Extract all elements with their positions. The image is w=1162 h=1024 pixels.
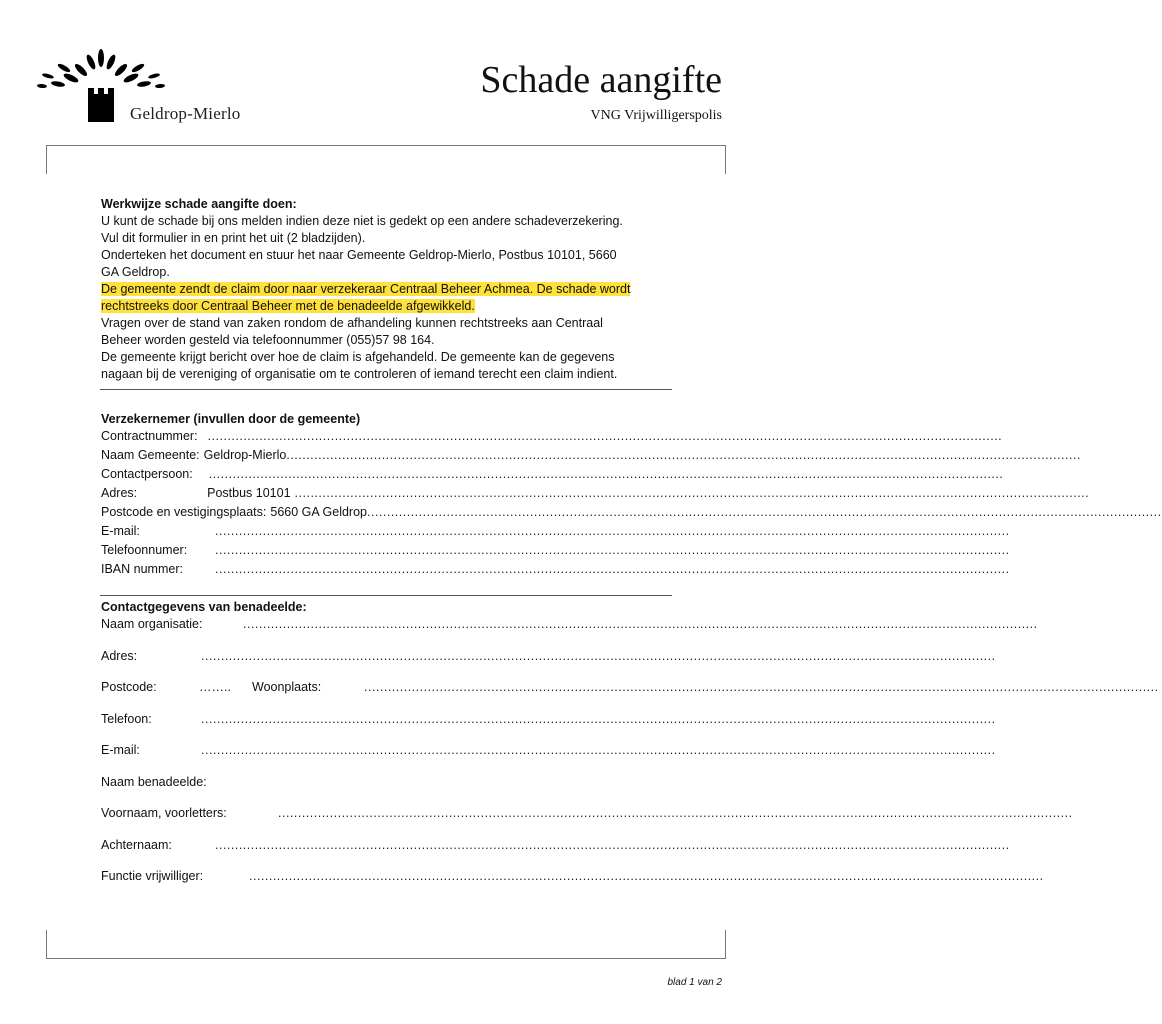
field-value: 5660 GA Geldrop <box>270 505 367 519</box>
field-label: Postcode en vestigingsplaats: <box>101 505 267 519</box>
lastname-field[interactable] <box>101 837 1010 869</box>
intro-paragraph: De gemeente krijgt bericht over hoe de claim is afgehandeld. De gemeente kan de gegevens <box>101 350 615 364</box>
field-label: Voornaam, voorletters: <box>101 806 227 820</box>
fill-line: ........................................................................................................................................................................................................ <box>367 505 1162 519</box>
field-label: Functie vrijwilliger: <box>101 869 204 883</box>
highlighted-text: De gemeente zendt de claim door naar verzekeraar Centraal Beheer Achmea. De schade wordt <box>101 282 631 296</box>
highlighted-text: rechtstreeks door Centraal Beheer met de benadeelde afgewikkeld. <box>101 299 475 313</box>
page-subtitle: VNG Vrijwilligerspolis <box>590 108 722 123</box>
intro-paragraph: Onderteken het document en stuur het naar Gemeente Geldrop-Mierlo, Postbus 10101, 5660 <box>101 248 617 262</box>
fill-line: ........................................................................................................................................................................................................ <box>294 486 1090 500</box>
injured-heading: Contactgegevens van benadeelde: <box>101 600 307 614</box>
field-label: IBAN nummer: <box>101 562 183 576</box>
intro-paragraph: nagaan bij de vereniging of organisatie om te controleren of iemand terecht een claim indient. <box>101 367 618 381</box>
firstname-field[interactable] <box>101 805 1073 837</box>
fill-line[interactable]: ........................................................................................................................................................................................................ <box>215 837 1010 852</box>
fill-line[interactable]: ........................................................................................................................................................................................................ <box>278 806 1073 820</box>
intro-paragraph: Vragen over de stand van zaken rondom de afhandeling kunnen rechtstreeks aan Centraal <box>101 316 603 330</box>
field-label: Contactpersoon: <box>101 467 193 481</box>
municipality-field <box>101 447 1081 466</box>
page-title: Schade aangifte <box>480 59 722 101</box>
field-label: Adres: <box>101 648 138 663</box>
field-label: E-mail: <box>101 743 140 757</box>
postcode-fill[interactable]: …….. <box>199 680 231 694</box>
city-fill-line[interactable]: ........................................................................................................................................................................................................ <box>364 680 1159 694</box>
insured-heading: Verzekernemer (invullen door de gemeente) <box>101 412 361 426</box>
field-value: Geldrop-Mierlo <box>203 448 287 462</box>
fill-line[interactable]: ........................................................................................................................................................................................................ <box>201 648 996 663</box>
field-label: Telefoon: <box>101 711 152 726</box>
email-field[interactable] <box>101 523 1010 542</box>
form-content <box>101 196 1162 900</box>
fill-line[interactable]: ........................................................................................................................................................................................................ <box>201 743 996 757</box>
city-label: Woonplaats: <box>252 680 322 694</box>
fill-line[interactable]: ........................................................................................................................................................................................................ <box>208 467 1004 481</box>
contract-number-field[interactable] <box>101 428 1003 447</box>
injured-phone-field[interactable] <box>101 711 996 743</box>
fill-line[interactable]: ........................................................................................................................................................................................................ <box>243 617 1038 631</box>
intro-heading: Werkwijze schade aangifte doen: <box>101 197 297 211</box>
injured-postcode-field[interactable] <box>101 679 1159 711</box>
intro-paragraph: U kunt de schade bij ons melden indien deze niet is gedekt op een andere schadeverzekering. <box>101 214 623 228</box>
intro-paragraph: GA Geldrop. <box>101 265 170 279</box>
field-label: E-mail: <box>101 524 140 538</box>
fill-line: ........................................................................................................................................................................................................ <box>286 448 1081 462</box>
field-label: Adres: <box>101 486 138 500</box>
postcode-city-field <box>101 504 1162 523</box>
injured-address-field[interactable] <box>101 648 996 680</box>
field-value: Postbus 10101 <box>207 486 291 500</box>
intro-paragraph: Beheer worden gesteld via telefoonnummer (055)57 98 164. <box>101 333 435 347</box>
frame-bottom <box>46 930 726 959</box>
field-label: Achternaam: <box>101 837 172 852</box>
injured-name-heading <box>101 774 671 806</box>
fill-line[interactable]: ........................................................................................................................................................................................................ <box>215 543 1010 557</box>
field-label: Naam Gemeente: <box>101 448 200 462</box>
page-number: blad 1 van 2 <box>667 977 722 988</box>
field-label: Postcode: <box>101 680 157 694</box>
fill-line[interactable]: ........................................................................................................................................................................................................ <box>249 869 1044 883</box>
field-label: Naam organisatie: <box>101 617 203 631</box>
fill-line[interactable]: ........................................................................................................................................................................................................ <box>207 429 1003 443</box>
iban-field[interactable] <box>101 561 1010 580</box>
fill-line[interactable]: ........................................................................................................................................................................................................ <box>215 562 1010 576</box>
intro-paragraph: Vul dit formulier in en print het uit (2 bladzijden). <box>101 231 366 245</box>
volunteer-function-field[interactable] <box>101 868 1044 900</box>
fill-line[interactable]: ........................................................................................................................................................................................................ <box>215 524 1010 538</box>
fill-line[interactable]: ........................................................................................................................................................................................................ <box>201 711 996 726</box>
address-field <box>101 485 1090 504</box>
field-label: Naam benadeelde: <box>101 774 207 789</box>
phone-field[interactable] <box>101 542 1010 561</box>
organisation-name-field[interactable] <box>101 616 1038 648</box>
injured-email-field[interactable] <box>101 742 996 774</box>
logo-text: Geldrop-Mierlo <box>130 104 241 123</box>
field-label: Telefoonnumer: <box>101 543 188 557</box>
frame-top <box>46 145 726 174</box>
contact-person-field[interactable] <box>101 466 1004 485</box>
field-label: Contractnummer: <box>101 429 198 443</box>
